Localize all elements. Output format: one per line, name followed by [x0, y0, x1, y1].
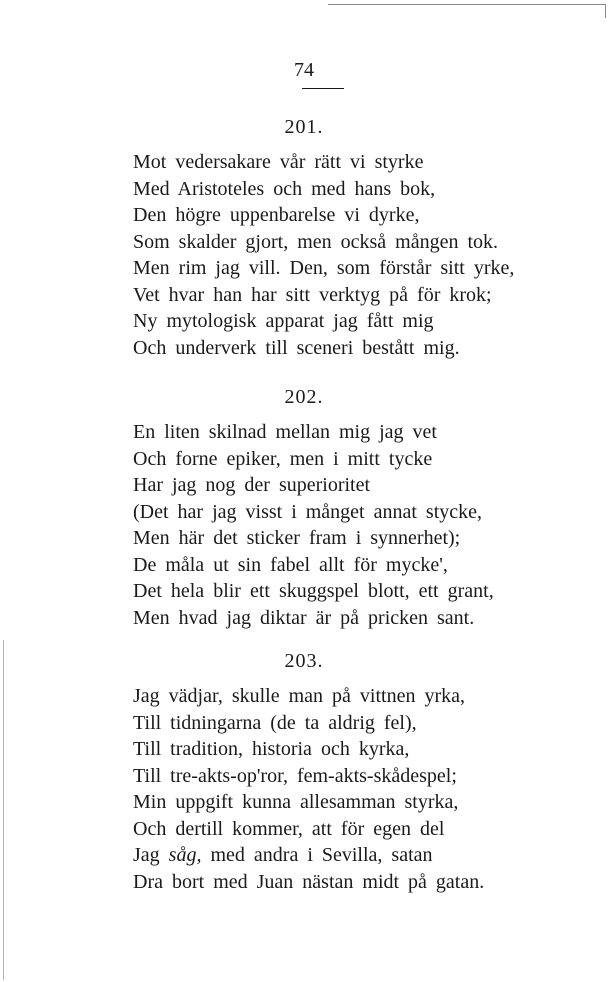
verse-line: Min uppgift kunna allesamman styrka,: [133, 791, 459, 813]
stanza-201: [133, 149, 593, 361]
verse-line: Som skalder gjort, men också mången tok.: [133, 230, 499, 253]
scan-edge-top-rule: [328, 4, 606, 5]
page-number: 74: [294, 59, 314, 81]
verse-text: Jag: [133, 844, 169, 866]
verse-line: Vet hvar han har sitt verktyg på för krok;: [133, 283, 492, 306]
verse-line: (Det har jag visst i månget annat stycke,: [133, 500, 483, 523]
stanza-202: [133, 419, 593, 631]
stanza-number-202: 202.: [284, 386, 324, 408]
verse-line: Den högre uppenbarelse vi dyrke,: [133, 204, 420, 226]
stanza-203: [133, 683, 593, 895]
verse-line: Jag vädjar, skulle man på vittnen yrka,: [133, 685, 465, 707]
verse-line: Men rim jag vill. Den, som förstår sitt yrke,: [133, 257, 515, 279]
verse-line: Med Aristoteles och med hans bok,: [133, 177, 436, 200]
verse-line: Det hela blir ett skuggspel blott, ett grant,: [133, 580, 494, 602]
verse-line: Ny mytologisk apparat jag fått mig: [133, 310, 434, 332]
verse-line: Till tre-akts-op'ror, fem-akts-skådespel;: [133, 764, 457, 787]
verse-line: Till tradition, historia och kyrka,: [133, 738, 410, 760]
verse-line: De måla ut sin fabel allt för mycke',: [133, 553, 448, 576]
verse-line: Har jag nog der superioritet: [133, 474, 371, 496]
scan-edge-left-rule: [3, 640, 4, 980]
verse-line: Mot vedersakare vår rätt vi styrke: [133, 151, 424, 173]
verse-line: Och forne epiker, men i mitt tycke: [133, 447, 433, 470]
verse-line: Och dertill kommer, att för egen del: [133, 817, 445, 840]
verse-line: Dra bort med Juan nästan midt på gatan.: [133, 870, 485, 893]
verse-line: Men hvad jag diktar är på pricken sant.: [133, 606, 475, 629]
page-number-underline: [302, 88, 344, 89]
verse-line: Och underverk till sceneri bestått mig.: [133, 336, 460, 359]
stanza-number-203: 203.: [284, 650, 324, 672]
scan-edge-right-rule: [605, 4, 606, 18]
verse-line: En liten skilnad mellan mig jag vet: [133, 421, 437, 443]
stanza-number-201: 201.: [284, 116, 324, 138]
verse-line: Men här det sticker fram i synnerhet);: [133, 527, 461, 549]
verse-text: med andra i Sevilla, satan: [201, 844, 433, 866]
italic-word: såg,: [168, 844, 202, 866]
verse-line-with-italic: [133, 842, 593, 869]
verse-line: Till tidningarna (de ta aldrig fel),: [133, 711, 417, 734]
